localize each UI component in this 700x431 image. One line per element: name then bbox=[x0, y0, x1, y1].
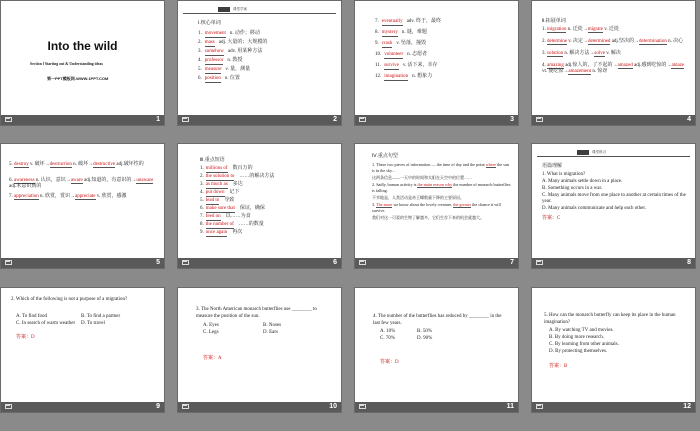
slide-icon bbox=[5, 404, 12, 410]
slide-icon bbox=[536, 260, 543, 266]
option-d: D. 90% bbox=[417, 336, 433, 341]
slide-thumbnail-11[interactable] bbox=[355, 288, 518, 412]
slide-icon bbox=[5, 260, 12, 266]
slide-icon bbox=[359, 260, 366, 266]
vocab-row bbox=[375, 41, 426, 48]
question-text: 5. How can the monarch butterfly can keep its place in the human imagination? bbox=[544, 313, 676, 325]
derived-word: appreciation bbox=[14, 194, 39, 199]
item-number: 9. bbox=[375, 41, 379, 46]
slide-number: 9 bbox=[156, 403, 160, 410]
item-number: 6. bbox=[200, 206, 204, 211]
key-phrase: The more bbox=[376, 202, 393, 207]
option-a: A. By watching TV and movies. bbox=[549, 328, 614, 333]
option-a: A. To find food bbox=[16, 314, 47, 319]
derivation-row bbox=[542, 63, 689, 75]
vocab-word: make sure that bbox=[205, 206, 235, 211]
answer-text: 答案：A bbox=[203, 356, 222, 361]
option-c: C. 70% bbox=[380, 336, 395, 341]
derivation-text: adj.感到吃惊的→ bbox=[632, 63, 672, 68]
vocab-definition: v. 坠落，撞毁 bbox=[396, 41, 426, 46]
derivation-text: adj.未意识到的 bbox=[9, 184, 42, 189]
translation-text: 我们对这一可爱的生物了解越多，它们生存下来的机会就越大。 bbox=[372, 215, 484, 220]
answer-text: 答案：D bbox=[16, 335, 35, 340]
derivation-text: 7. bbox=[9, 194, 14, 199]
vocab-definition: 记下 bbox=[229, 190, 240, 195]
vocab-definition: 导致 bbox=[224, 198, 235, 203]
derived-word: destructive bbox=[93, 162, 116, 167]
slide-icon bbox=[359, 117, 366, 123]
vocab-row bbox=[200, 166, 253, 173]
item-number: 6. bbox=[198, 76, 202, 81]
derivation-text: adj.惊人的，了不起的→ bbox=[563, 63, 618, 68]
sentence-text: we know about the lovely creature, bbox=[393, 202, 453, 207]
vocab-word: once again bbox=[205, 230, 228, 235]
section-heading: Ⅰ.核心单词 bbox=[198, 21, 221, 26]
derivation-text: 1. bbox=[542, 27, 547, 32]
derivation-text: v. 破坏→ bbox=[28, 162, 50, 167]
slide-number: 5 bbox=[156, 259, 160, 266]
vocab-definition: adv. 用某种方法 bbox=[227, 49, 263, 54]
item-number: 10. bbox=[375, 52, 382, 57]
option-d: D. Ears bbox=[263, 330, 278, 335]
vocab-row bbox=[200, 174, 274, 181]
derivation-text: adj.知道的，有意识的→ bbox=[82, 178, 137, 183]
vocab-row bbox=[198, 76, 240, 83]
vocab-row bbox=[375, 19, 441, 26]
question-text: 2. Which of the following is not a purpose of a migration? bbox=[11, 297, 128, 302]
vocab-row bbox=[200, 198, 234, 205]
slide-number: 11 bbox=[506, 403, 514, 410]
option-a: A. Eyes bbox=[203, 323, 219, 328]
slide-thumbnail-10[interactable] bbox=[178, 288, 341, 412]
slide-number: 4 bbox=[687, 116, 691, 123]
slide-thumbnail-6[interactable] bbox=[178, 144, 341, 268]
item-number: 2. bbox=[200, 174, 204, 179]
derivation-text: adj.坚决的→ bbox=[610, 39, 640, 44]
option-c: C. In search of warm weather bbox=[16, 321, 76, 326]
slide-icon bbox=[536, 404, 543, 410]
item-number: 3. bbox=[200, 182, 204, 187]
option-d: D. Many animals communicate and help each other. bbox=[542, 206, 646, 211]
vocab-word: measure bbox=[204, 67, 222, 72]
item-number: 8. bbox=[200, 222, 204, 227]
question-text: 4. The number of the butterflies has reduced by ________ in the last few years. bbox=[373, 314, 502, 326]
derivation-text: 4. bbox=[542, 63, 547, 68]
vocab-word: lead to bbox=[205, 198, 220, 203]
vocab-row bbox=[198, 58, 242, 65]
vocab-row bbox=[375, 63, 438, 70]
slide-thumbnail-1[interactable] bbox=[1, 1, 164, 125]
item-number: 4. bbox=[198, 58, 202, 63]
vocab-row bbox=[198, 40, 267, 47]
vocab-definition: n. 教授 bbox=[227, 58, 243, 63]
item-number: 12. bbox=[375, 74, 382, 79]
slide-thumbnail-3[interactable] bbox=[355, 1, 518, 125]
derivation-text: n. 惊讶 bbox=[591, 69, 608, 74]
slide-thumbnail-9[interactable] bbox=[1, 288, 164, 412]
vocab-word: the number of bbox=[205, 222, 234, 227]
vocab-word: the solution to bbox=[205, 174, 235, 179]
vocab-row bbox=[200, 190, 240, 197]
translation-text: 不幸地是，人类活动是帝王蝶数量下降的主要原因。 bbox=[372, 195, 464, 200]
vocab-definition: n. 谜，难题 bbox=[401, 30, 427, 35]
option-c: C. Legs bbox=[203, 330, 219, 335]
key-phrase: where bbox=[485, 162, 497, 167]
section-heading: Ⅳ.重点句型 bbox=[372, 154, 398, 159]
derivation-text: v. 迁徙 bbox=[603, 27, 619, 32]
vocab-word: put down bbox=[205, 190, 225, 195]
derivation-text: 3. bbox=[542, 51, 547, 56]
slide-thumbnail-8[interactable] bbox=[532, 144, 695, 268]
vocab-word: crash bbox=[381, 41, 393, 46]
vocab-definition: n. 志愿者 bbox=[407, 52, 428, 57]
derivation-text: vt. 使吃惊→ bbox=[542, 69, 569, 74]
derivation-text: 5. bbox=[9, 162, 14, 167]
derivation-row bbox=[9, 194, 158, 200]
vocab-word: millions of bbox=[205, 166, 228, 171]
option-d: D. To travel bbox=[81, 321, 105, 326]
slide-icon bbox=[182, 117, 189, 123]
vocab-definition: ……的解决方法 bbox=[239, 174, 275, 179]
slide-thumbnail-5[interactable] bbox=[1, 144, 164, 268]
vocab-definition: n. 想象力 bbox=[412, 74, 433, 79]
slide-icon bbox=[536, 117, 543, 123]
slide-number: 10 bbox=[329, 403, 337, 410]
answer-text: 答案：C bbox=[542, 216, 561, 221]
vocab-word: as much as bbox=[205, 182, 228, 187]
derivation-text: n. 认识，意识→ bbox=[34, 178, 71, 183]
vocab-row bbox=[200, 214, 251, 221]
option-c: C. Many animals move from one place to another at certain times of the year. bbox=[542, 193, 686, 204]
item-number: 4. bbox=[200, 190, 204, 195]
vocab-definition: adj. 大量的；大规模的 bbox=[218, 40, 268, 45]
derived-word: destruction bbox=[49, 162, 72, 167]
slide-title: Into the wild bbox=[47, 39, 118, 53]
derivation-row bbox=[542, 27, 689, 33]
slide-header-bar: 课堂学案 bbox=[183, 7, 336, 14]
vocab-definition: 数百万的 bbox=[232, 166, 253, 171]
slide-number: 12 bbox=[683, 403, 691, 410]
vocab-definition: v. 量，测量 bbox=[225, 67, 251, 72]
vocab-word: mystery bbox=[381, 30, 398, 35]
key-phrase: the greater bbox=[453, 202, 472, 207]
answer-text: 答案：D bbox=[380, 360, 399, 365]
slide-thumbnail-7[interactable] bbox=[355, 144, 518, 268]
item-number: 2. bbox=[198, 40, 202, 45]
derived-word: awareness bbox=[14, 178, 35, 183]
derived-word: determine bbox=[547, 39, 567, 44]
vocab-row bbox=[200, 222, 264, 229]
derivation-row bbox=[542, 39, 689, 45]
derived-word: migration bbox=[547, 27, 567, 32]
vocab-word: position bbox=[204, 76, 221, 81]
option-a: A. 10% bbox=[380, 329, 396, 334]
slide-number: 3 bbox=[510, 116, 514, 123]
slide-thumbnail-4[interactable] bbox=[532, 1, 695, 125]
vocab-row bbox=[375, 52, 427, 59]
slide-number: 2 bbox=[333, 116, 337, 123]
vocab-row bbox=[375, 74, 432, 81]
sentence-text: 1. These two pieces of information — the time of day and the point bbox=[372, 162, 485, 167]
sentence-text: 2. Sadly, human activity is bbox=[372, 182, 417, 187]
derivation-text: 6. bbox=[9, 178, 14, 183]
derivation-text: n. 破坏→ bbox=[71, 162, 94, 167]
vocab-row bbox=[200, 206, 265, 213]
derived-word: amazement bbox=[568, 69, 592, 74]
vocab-definition: 多达 bbox=[232, 182, 243, 187]
option-b: B. By doing more research. bbox=[549, 335, 604, 340]
vocab-row bbox=[198, 31, 260, 38]
derived-word: amazing bbox=[547, 63, 564, 68]
vocab-word: survive bbox=[384, 63, 399, 68]
item-number: 7. bbox=[375, 19, 379, 24]
option-b: B. 50% bbox=[417, 329, 432, 334]
vocab-definition: ……的数量 bbox=[238, 222, 264, 227]
item-number: 1. bbox=[200, 166, 204, 171]
section-heading: 语篇理解 bbox=[542, 164, 563, 169]
sentence-text: the number of monarch butterflies is falling. bbox=[372, 182, 511, 193]
option-c: C. By learning from other animals. bbox=[549, 342, 619, 347]
vocab-definition: 再次 bbox=[232, 230, 243, 235]
derivation-text: n. 欣赏，赏识→ bbox=[38, 194, 75, 199]
item-number: 7. bbox=[200, 214, 204, 219]
vocab-row bbox=[198, 49, 262, 56]
question-text: 1. What is migration? bbox=[542, 172, 586, 177]
vocab-row bbox=[200, 230, 242, 237]
derived-word: aware bbox=[70, 178, 83, 183]
sentence-text: the chance it will survive. bbox=[372, 202, 501, 213]
derived-word: destroy bbox=[14, 162, 29, 167]
vocab-row bbox=[375, 30, 427, 37]
vocab-definition: adv. 终于，最终 bbox=[406, 19, 441, 24]
slide-number: 1 bbox=[156, 116, 160, 123]
derived-word: unaware bbox=[136, 178, 154, 183]
derived-word: determined bbox=[587, 39, 611, 44]
derived-word: amazed bbox=[617, 63, 633, 68]
sentence-text: the sun is in the sky... bbox=[372, 162, 510, 173]
item-number: 3. bbox=[198, 49, 202, 54]
vocab-word: mass bbox=[204, 40, 215, 45]
vocab-word: feed on bbox=[205, 214, 221, 219]
vocab-word: professor bbox=[204, 58, 224, 63]
vocab-definition: n. 动作；移动 bbox=[229, 31, 260, 36]
option-d: D. By protecting themselves. bbox=[549, 349, 608, 354]
derivation-text: v. 决定→ bbox=[567, 39, 588, 44]
vocab-word: volunteer bbox=[384, 52, 404, 57]
vocab-definition: 保证，确保 bbox=[239, 206, 265, 211]
slide-number: 7 bbox=[510, 259, 514, 266]
question-text: 3. The North American monarch butterflies use ________ to measure the position of the sun. bbox=[196, 307, 317, 319]
derivation-row bbox=[542, 51, 689, 57]
item-number: 1. bbox=[198, 31, 202, 36]
derived-word: solve bbox=[594, 51, 605, 56]
slide-thumbnail-12[interactable] bbox=[532, 288, 695, 412]
derivation-text: n. 迁徙→ bbox=[566, 27, 588, 32]
derivation-row bbox=[9, 178, 158, 190]
derivation-text: v. 解决 bbox=[604, 51, 621, 56]
key-phrase: the main reason why bbox=[417, 182, 453, 187]
item-number: 11. bbox=[375, 63, 382, 68]
derivation-text: n. 决心 bbox=[666, 39, 684, 44]
slide-subtitle: Section Ⅰ Starting out & Understanding ideas bbox=[30, 62, 103, 66]
vocab-definition: 以……为食 bbox=[225, 214, 251, 219]
section-heading: Ⅲ.重点短语 bbox=[200, 158, 225, 163]
vocab-word: eventually bbox=[381, 19, 403, 24]
derived-word: solution bbox=[547, 51, 564, 56]
answer-text: 答案：B bbox=[549, 364, 568, 369]
derived-word: amaze bbox=[671, 63, 685, 68]
slide-thumbnail-2[interactable] bbox=[178, 1, 341, 125]
vocab-word: movement bbox=[204, 31, 226, 36]
derivation-text: 2. bbox=[542, 39, 547, 44]
derivation-text: n. 解决方法→ bbox=[563, 51, 595, 56]
option-b: B. To find a partner bbox=[81, 314, 121, 319]
vocab-definition: v. 活下来，幸存 bbox=[402, 63, 438, 68]
vocab-row bbox=[200, 182, 243, 189]
derived-word: migrate bbox=[587, 27, 603, 32]
item-number: 5. bbox=[200, 198, 204, 203]
vocab-definition: n. 位置 bbox=[224, 76, 240, 81]
derived-word: appreciate bbox=[74, 194, 96, 199]
section-heading: Ⅱ.拓展单词 bbox=[542, 19, 566, 24]
slide-icon bbox=[5, 117, 12, 123]
sentence-text: 3. bbox=[372, 202, 376, 207]
option-a: A. Many animals settle down in a place. bbox=[542, 179, 623, 184]
derived-word: determination bbox=[639, 39, 667, 44]
item-number: 9. bbox=[200, 230, 204, 235]
item-number: 8. bbox=[375, 30, 379, 35]
option-b: B. Something occurs in a war. bbox=[542, 186, 603, 191]
derivation-row bbox=[9, 162, 158, 168]
slide-icon bbox=[359, 404, 366, 410]
item-number: 5. bbox=[198, 67, 202, 72]
derivation-text: adj.破坏性的 bbox=[115, 162, 144, 167]
slide-number: 8 bbox=[687, 259, 691, 266]
slide-icon bbox=[182, 404, 189, 410]
derivation-text: v. 欣赏，感激 bbox=[95, 194, 127, 199]
vocab-row bbox=[198, 67, 250, 74]
vocab-word: imagination bbox=[384, 74, 409, 79]
vocab-word: somehow bbox=[204, 49, 224, 54]
credit-text: 第一PPT模板网-WWW.1PPT.COM bbox=[47, 76, 109, 81]
slide-number: 6 bbox=[333, 259, 337, 266]
translation-text: 这两条信息——一天中的时间和太阳在天空中的位置…… bbox=[372, 175, 472, 180]
slide-icon bbox=[182, 260, 189, 266]
slide-header-bar: 课堂练习 bbox=[537, 150, 690, 157]
option-b: B. Noses bbox=[263, 323, 282, 328]
